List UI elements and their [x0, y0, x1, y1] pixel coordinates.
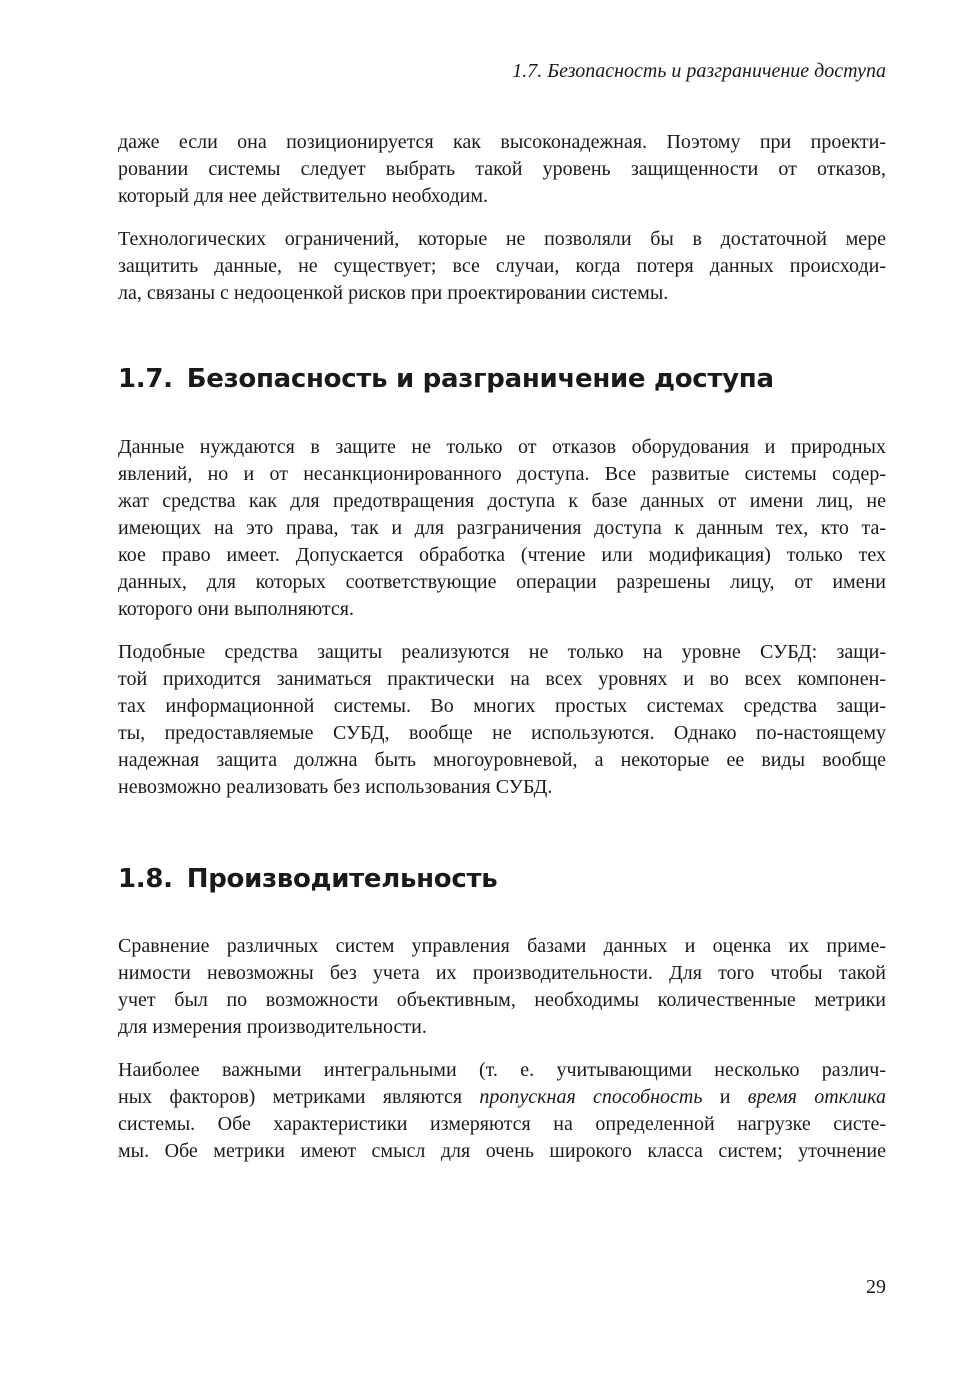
text-line: Подобные средства защиты реализуются не только на уровне СУБД: защи-: [118, 641, 886, 663]
paragraph: [118, 933, 886, 1041]
paragraph: [118, 639, 886, 801]
section-1-7-body: [118, 434, 886, 801]
text: ных факторов) метриками являются: [118, 1086, 480, 1108]
paragraph: [118, 434, 886, 623]
term-response-time: время отклика: [747, 1086, 886, 1108]
text-line: Технологических ограничений, которые не позволяли бы в достаточной мере: [118, 228, 886, 250]
text-line: ла, связаны с недооценкой рисков при проектировании системы.: [118, 282, 669, 304]
text-line: системы. Обе характеристики измеряются на определенной нагрузке систе-: [118, 1113, 886, 1135]
section-1-8-body: [118, 933, 886, 1041]
section-number: 1.8.: [118, 864, 173, 894]
text-line: мы. Обе метрики имеют смысл для очень широкого класса систем; уточнение: [118, 1140, 886, 1162]
text-line: явлений, но и от несанкционированного доступа. Все развитые системы содер-: [118, 463, 886, 485]
text-line: ты, предоставляемые СУБД, вообще не используются. Однако по-настоящему: [118, 722, 886, 744]
paragraph: [118, 1057, 886, 1165]
text-line: для измерения производительности.: [118, 1016, 427, 1038]
text-line: той приходится заниматься практически на всех уровнях и во всех компонен-: [118, 668, 886, 690]
text-line: данных, для которых соответствующие операции разрешены лицу, от имени: [118, 571, 886, 593]
text-line: надежная защита должна быть многоуровневой, а некоторые ее виды вообще: [118, 749, 886, 771]
section-heading-1-8: [118, 864, 497, 894]
term-throughput: пропускная способность: [479, 1086, 703, 1108]
text-line: [118, 1084, 886, 1111]
text-line: невозможно реализовать без использования СУБД.: [118, 776, 553, 798]
text-line: нимости невозможны без учета их производительности. Для того чтобы такой: [118, 962, 886, 984]
text-line: который для нее действительно необходим.: [118, 185, 488, 207]
text-line: жат средства как для предотвращения доступа к базе данных от имени лиц, не: [118, 490, 886, 512]
text-line: защитить данные, не существует; все случаи, когда потеря данных происходи-: [118, 255, 886, 277]
text-line: Данные нуждаются в защите не только от отказов оборудования и природных: [118, 436, 886, 458]
section-title: Производительность: [186, 864, 498, 894]
text-line: Сравнение различных систем управления базами данных и оценка их приме-: [118, 935, 886, 957]
paragraph: [118, 129, 886, 210]
section-number: 1.7.: [118, 364, 173, 394]
text-line: учет был по возможности объективным, необходимы количественные метрики: [118, 989, 886, 1011]
top-paragraphs: [118, 129, 886, 307]
running-header: 1.7. Безопасность и разграничение доступа: [512, 60, 886, 82]
text-line: которого они выполняются.: [118, 598, 354, 620]
section-heading-1-7: [118, 364, 774, 394]
text-line: тах информационной системы. Во многих простых системах средства защи-: [118, 695, 886, 717]
text-line: даже если она позиционируется как высоконадежная. Поэтому при проекти-: [118, 131, 886, 153]
text-line: кое право имеет. Допускается обработка (чтение или модификация) только тех: [118, 544, 886, 566]
text-line: имеющих на это права, так и для разграничения доступа к данным тех, кто та-: [118, 517, 886, 539]
section-title: Безопасность и разграничение доступа: [186, 364, 774, 394]
text-line: ровании системы следует выбрать такой уровень защищенности от отказов,: [118, 158, 886, 180]
page-number: 29: [866, 1276, 886, 1298]
text: и: [702, 1086, 748, 1108]
paragraph: [118, 226, 886, 307]
text-line: Наиболее важными интегральными (т. е. учитывающими несколько различ-: [118, 1059, 886, 1081]
